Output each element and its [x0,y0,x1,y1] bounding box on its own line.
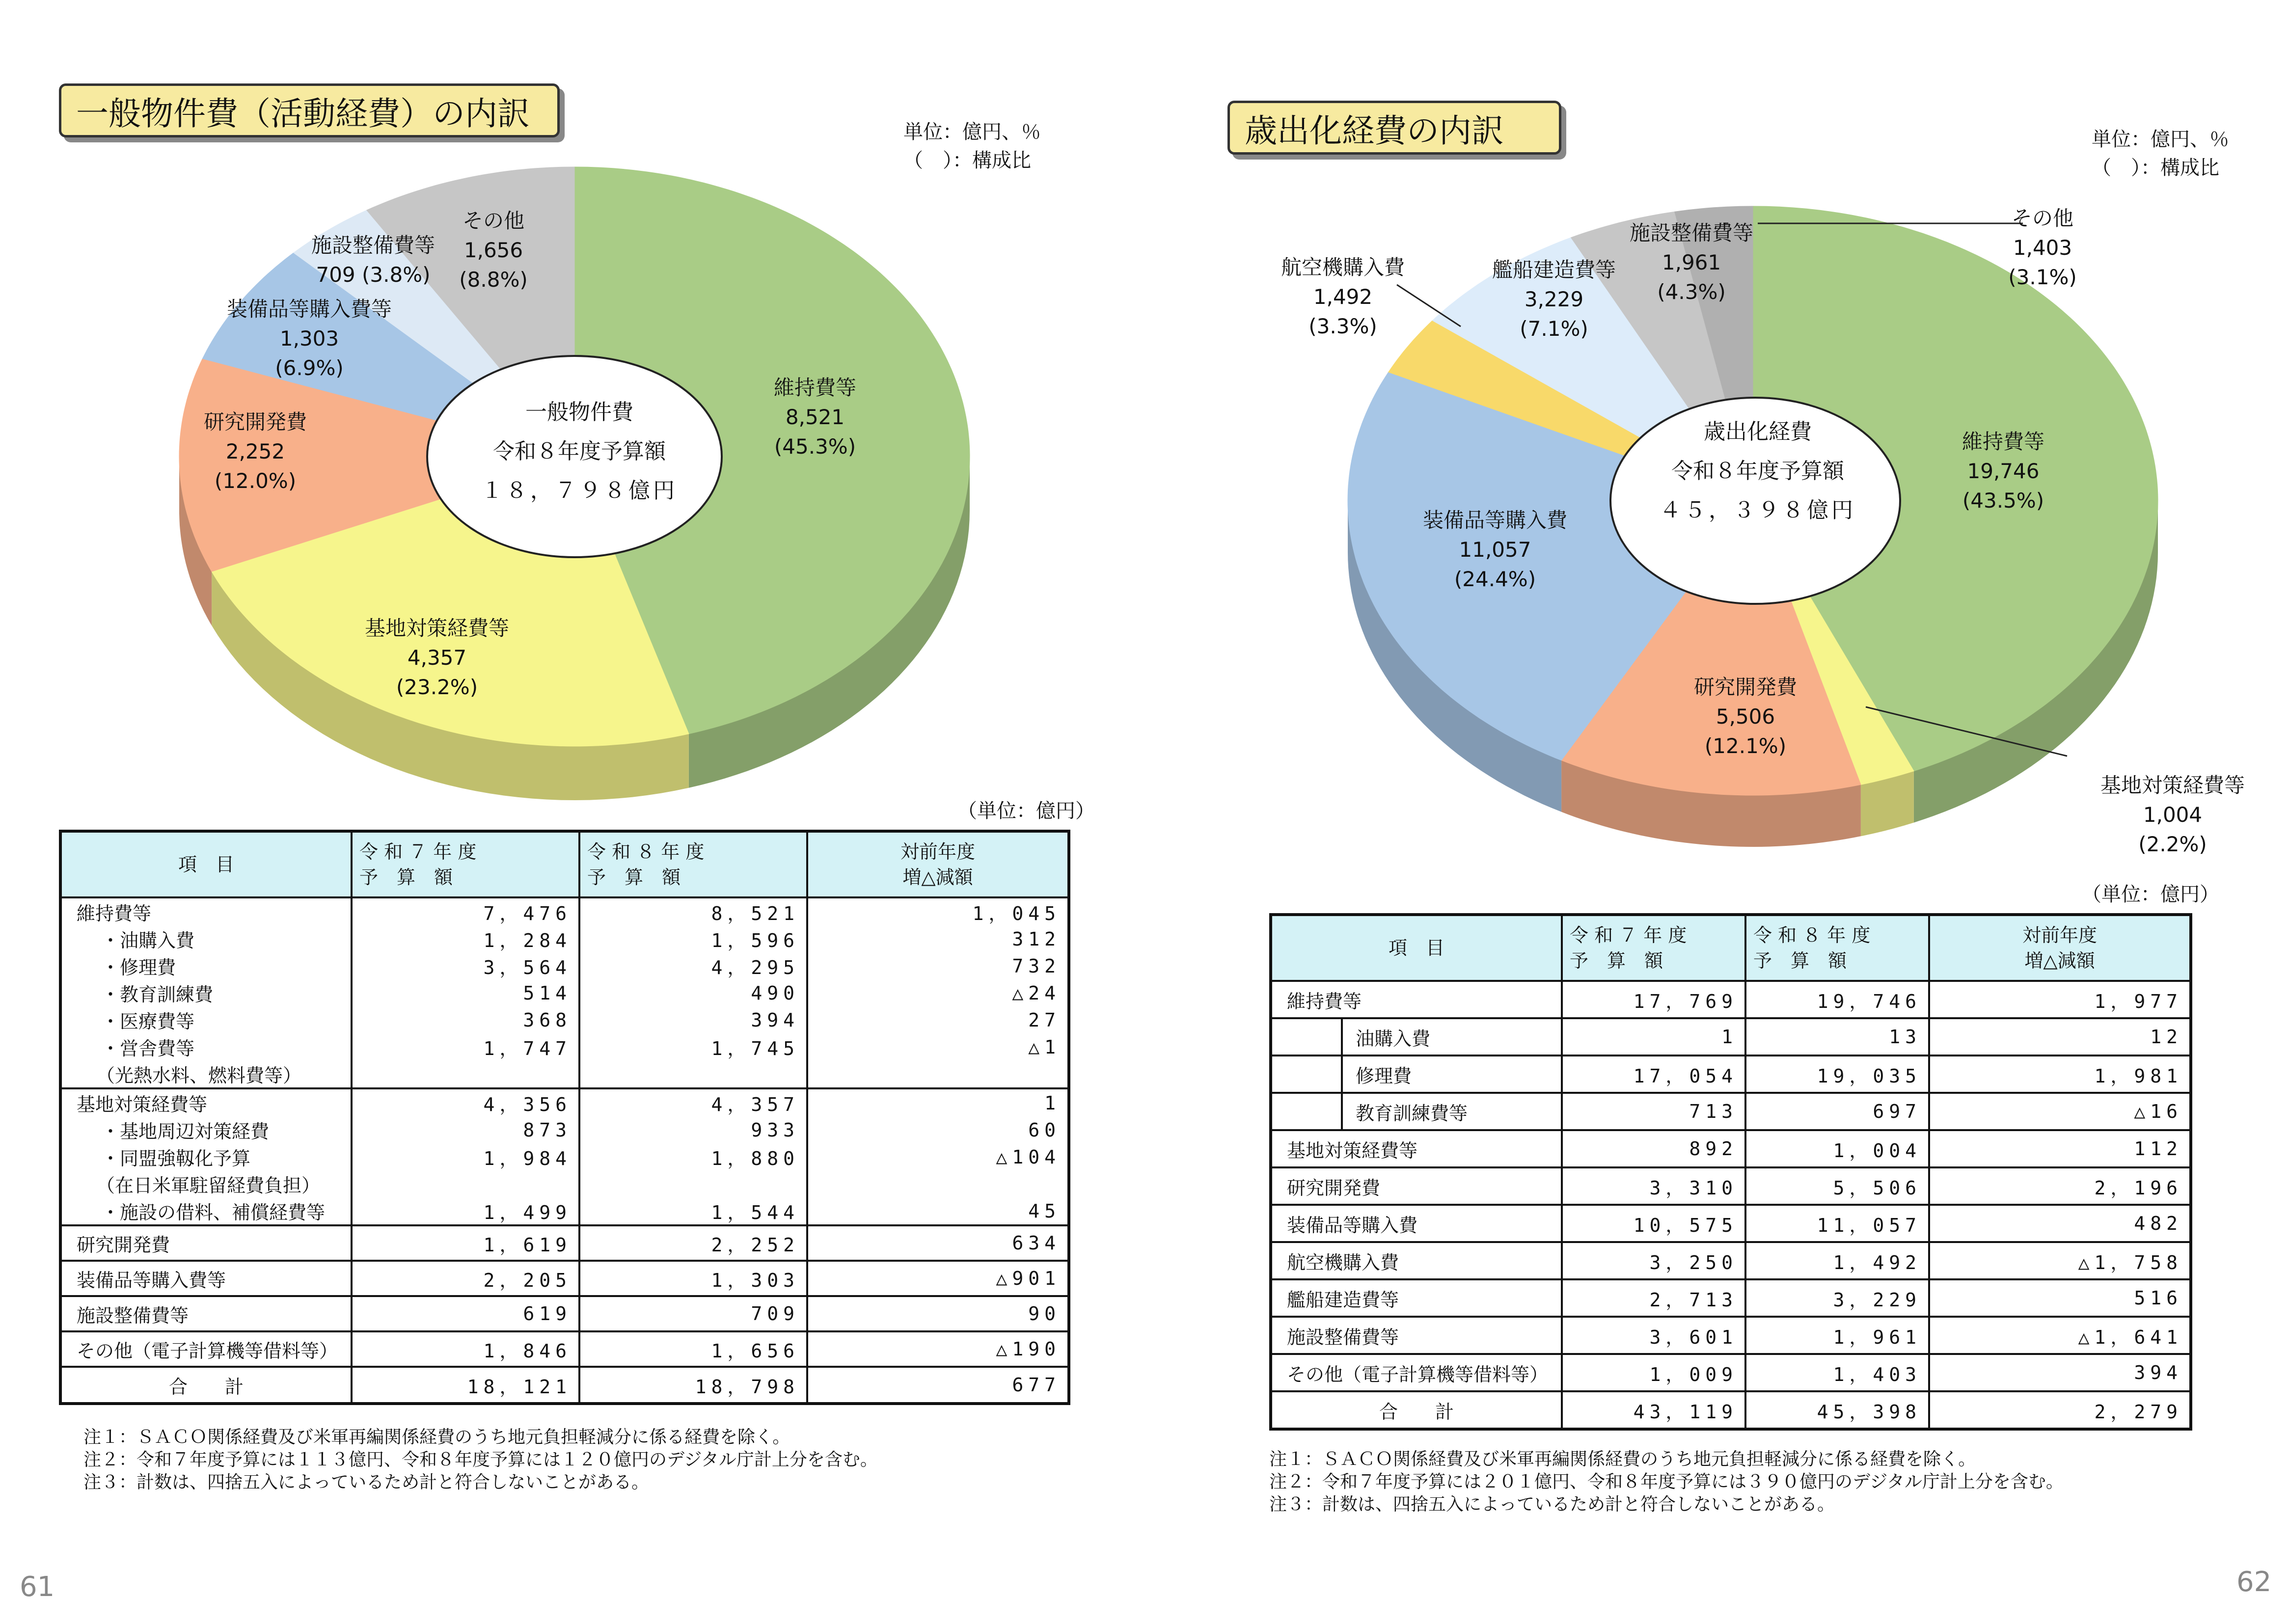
table-cell-r7: 873 [352,1116,579,1143]
pie2-label-基地対策経費等 [2100,771,2245,859]
table-header-row [1271,915,2191,981]
pie-label-line: 1,961 [1662,250,1721,274]
table-cell-d: △190 [807,1331,1069,1367]
pie2-label-研究開発費 [1694,673,1797,761]
table-row [1271,1093,2191,1130]
pie-label-line: (12.1%) [1704,734,1787,758]
pie-label-line: 艦船建造費等 [1492,258,1616,282]
right-unit-line1: 単位：億円、％ [2092,128,2229,151]
pie-label-line: 1,656 [463,238,523,262]
table-cell-d: 482 [1929,1205,2191,1242]
table-header-diff: 対前年度 増△減額 [807,831,1069,897]
right-table-unit: （単位：億円） [2082,883,2219,906]
pie-label-line: 施設整備費等 [311,233,436,257]
table-cell-r7: 892 [1562,1130,1745,1167]
table-cell-r8: 1，880 [579,1143,807,1170]
table-cell-label: 油購入費 [1271,1018,1562,1056]
table-cell-r8: 394 [579,1006,807,1033]
table-header-r8: 令 和 ８ 年 度 予 算 額 [1745,915,1929,981]
table-row [60,1116,1069,1143]
pie2-label-航空機購入費 [1281,253,1405,341]
table-cell-r8: 1，492 [1745,1242,1929,1279]
table-row [1271,1130,2191,1167]
table-cell-d: 12 [1929,1018,2191,1056]
pie-label-line: 研究開発費 [1693,675,1798,699]
table-cell-label: 装備品等購入費等 [60,1261,352,1296]
table-row [60,1060,1069,1088]
pie-label-line: (8.8%) [459,268,528,292]
table-row [60,897,1069,925]
left-table-unit: （単位：億円） [957,800,1095,822]
right-notes [1269,1448,2064,1516]
pie-label-line: (23.2%) [396,675,478,699]
table-cell-r8: 13 [1745,1018,1929,1056]
table-cell-d [807,1170,1069,1197]
table-cell-label: ・同盟強靱化予算 [60,1143,352,1170]
table-cell-r7: 514 [352,979,579,1006]
table-cell-r8 [579,1060,807,1088]
table-cell-r7: 2，713 [1562,1279,1745,1317]
table-total-r8: 18，798 [579,1367,807,1404]
table-row [60,979,1069,1006]
pie1-label-装備品等購入費等 [227,295,392,383]
pie-label-line: その他 [2011,206,2074,230]
table-cell-r7: 1，009 [1562,1354,1745,1391]
table-row [1271,1018,2191,1056]
pie-label-line: 11,057 [1459,538,1531,562]
left-center-line2: 令和８年度予算額 [493,439,666,464]
left-unit-line2: （ ）：構成比 [903,149,1031,172]
right-note-1: 注１：ＳＡＣＯ関係経費及び米軍再編関係経費のうち地元負担軽減分に係る経費を除く。 [1269,1449,1976,1469]
table-row [1271,1242,2191,1279]
table-cell-d: 312 [807,925,1069,952]
right-chart-title-text: 歳出化経費の内訳 [1245,111,1504,150]
table-cell-label: ・油購入費 [60,925,352,952]
right-page-number: 62 [2236,1566,2272,1598]
table-cell-r7: 17，054 [1562,1056,1745,1093]
pie-label-line: 基地対策経費等 [364,616,510,640]
table-cell-r8: 709 [579,1296,807,1331]
table-cell-d: 732 [807,952,1069,979]
table-cell-r7: 3，564 [352,952,579,979]
table-cell-d: 516 [1929,1279,2191,1317]
table-cell-d: 60 [807,1116,1069,1143]
table-cell-r8: 1，656 [579,1331,807,1367]
pie-label-line: 4,357 [407,646,467,670]
table-cell-r7: 1 [1562,1018,1745,1056]
right-pie-center-text [1660,412,1856,530]
table-cell-r7: 1，284 [352,925,579,952]
table-cell-d: 1 [807,1088,1069,1116]
table-cell-label: 修理費 [1271,1056,1562,1093]
table-row [1271,981,2191,1018]
table-cell-r7: 619 [352,1296,579,1331]
table-cell-label: その他（電子計算機等借料等） [60,1331,352,1367]
pie2-label-施設整備費等 [1630,218,1753,307]
left-unit-line1: 単位：億円、％ [903,121,1041,143]
table-cell-r8 [579,1170,807,1197]
pie2-label-維持費等 [1962,427,2044,515]
table-total-label: 合 計 [1271,1391,1562,1429]
table-header-row [60,831,1069,897]
left-budget-table [59,830,1070,1405]
left-note-2: 注２：令和７年度予算には１１３億円、令和８年度予算には１２０億円のデジタル庁計上分を含む。 [83,1450,878,1470]
table-row [1271,1317,2191,1354]
table-header-item: 項 目 [1271,915,1562,981]
table-cell-label: ・施設の借料、補償経費等 [60,1197,352,1225]
table-cell-d: 1，045 [807,897,1069,925]
table-cell-r7: 1，499 [352,1197,579,1225]
pie-label-line: 維持費等 [1962,430,2045,454]
pie-label-line: (7.1%) [1520,317,1588,341]
right-center-line2: 令和８年度予算額 [1671,459,1844,484]
pie2-label-艦船建造費等 [1492,255,1616,344]
table-cell-label: 装備品等購入費 [1271,1205,1562,1242]
table-cell-r8: 11，057 [1745,1205,1929,1242]
table-header-r7: 令 和 ７ 年 度 予 算 額 [352,831,579,897]
table-cell-r7: 7，476 [352,897,579,925]
table-cell-r7: 10，575 [1562,1205,1745,1242]
table-cell-label: （在日米軍駐留経費負担） [60,1170,352,1197]
pie-label-line: 19,746 [1967,459,2040,483]
table-cell-r7 [352,1170,579,1197]
table-cell-label: 基地対策経費等 [60,1088,352,1116]
table-cell-label: 艦船建造費等 [1271,1279,1562,1317]
table-cell-label: 維持費等 [1271,981,1562,1018]
table-cell-label: ・修理費 [60,952,352,979]
table-header-r8: 令 和 ８ 年 度 予 算 額 [579,831,807,897]
pie-label-line: 1,403 [2013,236,2072,260]
table-cell-r8: 697 [1745,1093,1929,1130]
table-cell-d: △24 [807,979,1069,1006]
table-cell-r7: 713 [1562,1093,1745,1130]
pie-label-line: (2.2%) [2138,832,2207,856]
pie1-label-その他 [459,206,527,295]
table-cell-label: 教育訓練費等 [1271,1093,1562,1130]
pie1-label-維持費等 [774,373,856,461]
table-cell-r7: 4，356 [352,1088,579,1116]
pie-label-line: 研究開発費 [203,410,307,434]
table-row [60,1331,1069,1367]
left-note-1: 注１：ＳＡＣＯ関係経費及び米軍再編関係経費のうち地元負担軽減分に係る経費を除く。 [83,1427,790,1447]
table-cell-label: 維持費等 [60,897,352,925]
pie1-label-研究開発費 [204,407,307,496]
table-cell-r7: 1，846 [352,1331,579,1367]
table-header-r7: 令 和 ７ 年 度 予 算 額 [1562,915,1745,981]
pie-label-line: 施設整備費等 [1629,221,1754,245]
table-row [60,1033,1069,1060]
table-cell-label: 研究開発費 [60,1225,352,1261]
table-cell-r7: 1，619 [352,1225,579,1261]
table-cell-r7: 368 [352,1006,579,1033]
table-cell-d: 1，977 [1929,981,2191,1018]
table-total-d: 677 [807,1367,1069,1404]
table-row [1271,1279,2191,1317]
table-cell-r8: 2，252 [579,1225,807,1261]
pie-label-line: 709 (3.8%) [316,263,431,287]
table-cell-r8: 1，544 [579,1197,807,1225]
table-cell-d: 634 [807,1225,1069,1261]
table-cell-r8: 1，745 [579,1033,807,1060]
table-cell-d: 45 [807,1197,1069,1225]
pie-label-line: (3.3%) [1308,314,1377,338]
table-row [60,952,1069,979]
table-cell-r8: 1，303 [579,1261,807,1296]
table-cell-r7: 3，601 [1562,1317,1745,1354]
table-row [60,1170,1069,1197]
pie-label-line: 装備品等購入費 [1422,508,1568,532]
table-row [60,1006,1069,1033]
table-cell-r7 [352,1060,579,1088]
table-cell-r7: 3，250 [1562,1242,1745,1279]
table-cell-r8: 1，961 [1745,1317,1929,1354]
table-cell-r8: 19，035 [1745,1056,1929,1093]
table-cell-d: 1，981 [1929,1056,2191,1093]
pie-label-line: 3,229 [1524,287,1584,311]
table-cell-d: △1，758 [1929,1242,2191,1279]
pie-label-line: 1,492 [1313,285,1373,309]
table-cell-label: 施設整備費等 [1271,1317,1562,1354]
table-cell-r7: 2，205 [352,1261,579,1296]
left-notes [83,1426,878,1494]
pie2-label-装備品等購入費 [1423,506,1567,594]
table-cell-r8: 1，004 [1745,1130,1929,1167]
table-cell-d: 90 [807,1296,1069,1331]
table-row [60,925,1069,952]
pie-label-line: 2,252 [225,439,285,463]
table-cell-label: 基地対策経費等 [1271,1130,1562,1167]
pie-label-line: (4.3%) [1657,280,1726,304]
right-center-line3: ４５，３９８億円 [1660,498,1856,523]
table-cell-label: 施設整備費等 [60,1296,352,1331]
table-cell-r8: 1，403 [1745,1354,1929,1391]
pie-label-line: 1,303 [279,326,339,351]
pie-label-line: その他 [462,209,525,233]
table-cell-r7: 1，747 [352,1033,579,1060]
table-row [60,1296,1069,1331]
pie-label-line: 5,506 [1716,704,1775,729]
table-cell-d: 2，196 [1929,1167,2191,1205]
table-cell-r7: 17，769 [1562,981,1745,1018]
table-cell-r8: 8，521 [579,897,807,925]
table-row [60,1197,1069,1225]
pie-label-line: 航空機購入費 [1281,255,1405,279]
table-row [60,1143,1069,1170]
table-header-diff: 対前年度 増△減額 [1929,915,2191,981]
table-row [60,1225,1069,1261]
table-cell-r8: 4，295 [579,952,807,979]
pie1-label-施設整備費等 [311,231,435,290]
table-row [1271,1056,2191,1093]
table-total-r8: 45，398 [1745,1391,1929,1429]
table-cell-r8: 5，506 [1745,1167,1929,1205]
table-total-d: 2，279 [1929,1391,2191,1429]
table-cell-r8: 3，229 [1745,1279,1929,1317]
table-cell-label: （光熱水料、燃料費等） [60,1060,352,1088]
table-total-label: 合 計 [60,1367,352,1404]
table-cell-d: 394 [1929,1354,2191,1391]
pie-label-line: 8,521 [785,405,845,429]
table-row [1271,1167,2191,1205]
table-cell-d: △901 [807,1261,1069,1296]
pie2-label-その他 [2008,204,2076,292]
left-page-number: 61 [20,1571,55,1603]
pie-label-line: (12.0%) [214,469,297,493]
table-cell-label: その他（電子計算機等借料等） [1271,1354,1562,1391]
table-cell-d: △16 [1929,1093,2191,1130]
table-cell-d [807,1060,1069,1088]
table-cell-r8: 4，357 [579,1088,807,1116]
table-cell-r8: 490 [579,979,807,1006]
table-cell-label: ・医療費等 [60,1006,352,1033]
pie-label-line: (24.4%) [1454,567,1536,591]
table-row [1271,1205,2191,1242]
table-cell-label: 研究開発費 [1271,1167,1562,1205]
table-cell-d: 27 [807,1006,1069,1033]
pie-label-line: (43.5%) [1962,488,2044,513]
table-cell-label: ・営舎費等 [60,1033,352,1060]
table-cell-r8: 1，596 [579,925,807,952]
table-cell-d: 112 [1929,1130,2191,1167]
pie1-label-基地対策経費等 [365,614,509,702]
table-row [1271,1354,2191,1391]
table-cell-d: △1，641 [1929,1317,2191,1354]
right-unit-line2: （ ）：構成比 [2092,157,2219,179]
table-total-row [60,1367,1069,1404]
table-total-r7: 43，119 [1562,1391,1745,1429]
pie-label-line: 維持費等 [773,376,857,400]
left-center-line1: 一般物件費 [525,400,633,425]
table-cell-r8: 19，746 [1745,981,1929,1018]
table-cell-label: ・基地周辺対策経費 [60,1116,352,1143]
right-note-2: 注２：令和７年度予算には２０１億円、令和８年度予算には３９０億円のデジタル庁計上分を含む。 [1269,1472,2064,1492]
table-cell-r7: 1，984 [352,1143,579,1170]
left-note-3: 注３：計数は、四捨五入によっているため計と符合しないことがある。 [83,1472,650,1492]
left-pie-center-text [481,393,678,511]
pie-label-line: 装備品等購入費等 [226,297,392,321]
table-cell-d: △104 [807,1143,1069,1170]
table-row [60,1088,1069,1116]
table-cell-r8: 933 [579,1116,807,1143]
table-total-r7: 18，121 [352,1367,579,1404]
pie-label-line: 1,004 [2143,803,2203,827]
table-total-row [1271,1391,2191,1429]
table-cell-label: 航空機購入費 [1271,1242,1562,1279]
table-header-item: 項 目 [60,831,352,897]
table-cell-r7: 3，310 [1562,1167,1745,1205]
pie-label-line: 基地対策経費等 [2100,773,2245,797]
table-cell-d: △1 [807,1033,1069,1060]
left-center-line3: １８，７９８億円 [481,478,678,503]
pie-label-line: (3.1%) [2008,265,2077,289]
right-budget-table [1269,913,2192,1431]
right-note-3: 注３：計数は、四捨五入によっているため計と符合しないことがある。 [1269,1494,1835,1515]
pie-label-line: (45.3%) [774,434,856,459]
table-cell-label: ・教育訓練費 [60,979,352,1006]
table-row [60,1261,1069,1296]
right-center-line1: 歳出化経費 [1704,419,1812,444]
left-chart-title-text: 一般物件費（活動経費）の内訳 [76,94,530,133]
pie-label-line: (6.9%) [275,356,344,380]
